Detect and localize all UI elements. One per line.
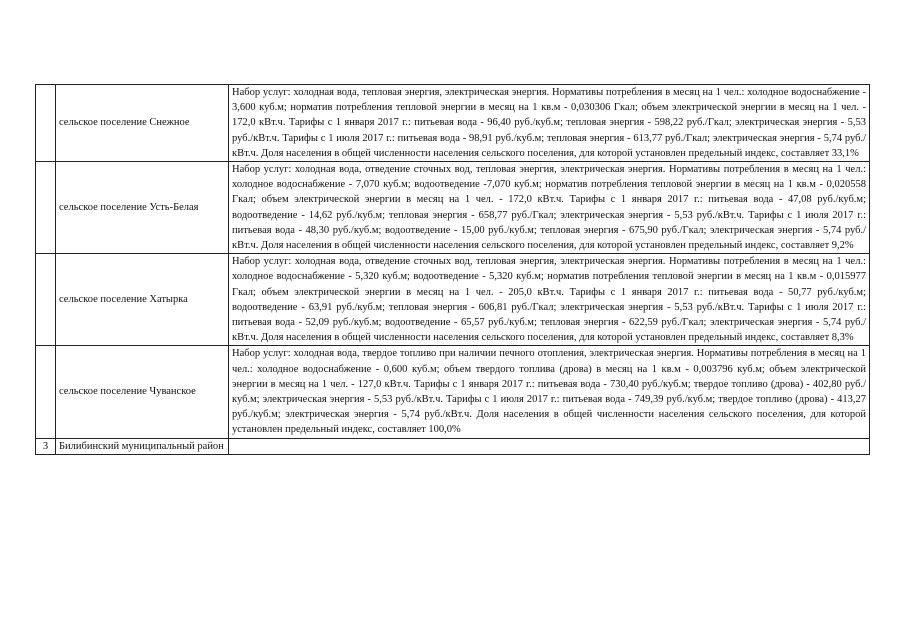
settlement-name: сельское поселение Снежное [56, 85, 229, 162]
table-row [36, 162, 870, 254]
settlement-name: сельское поселение Хатырка [56, 254, 229, 346]
row-number [36, 162, 56, 254]
district-name: Билибинский муниципальный район [56, 438, 229, 454]
table-row [36, 438, 870, 454]
settlement-description: Набор услуг: холодная вода, отведение сточных вод, тепловая энергия, электрическая энергия. Нормативы потребления в месяц на 1 чел.: холодное водоснабжение - 7,070 куб.м; водоотведение -7,070 куб.м; норматив потребления тепловой энергии в месяц на 1 кв.м - 0,020558 Гкал; объем электрической энергии в месяц на 1 чел. - 172,0 кВт.ч. Тарифы с 1 января 2017 г.: питьевая вода - 47,08 руб./куб.м; водоотведение - 14,62 руб./куб.м; тепловая энергия - 658,77 руб./Гкал; электрическая энергия - 5,53 руб./кВт.ч. Тарифы с 1 июля 2017 г.: питьевая вода - 48,30 руб./куб.м; водоотведение - 15,00 руб./куб.м; тепловая энергия - 675,90 руб./Гкал; электрическая энергия - 5,74 руб./кВт.ч. Доля населения в общей численности населения сельского поселения, для которой установлен предельный индекс, составляет 9,2% [229, 162, 870, 254]
row-number [36, 346, 56, 438]
settlement-description: Набор услуг: холодная вода, тепловая энергия, электрическая энергия. Нормативы потребления в месяц на 1 чел.: холодное водоснабжение - 3,600 куб.м; норматив потребления тепловой энергии в месяц на 1 кв.м - 0,030306 Гкал; объем электрической энергии в месяц на 1 чел. - 172,0 кВт.ч. Тарифы с 1 января 2017 г.: питьевая вода - 96,40 руб./куб.м; тепловая энергия - 598,22 руб./Гкал; электрическая энергия - 5,53 руб./кВт.ч. Тарифы с 1 июля 2017 г.: питьевая вода - 98,91 руб./куб.м; тепловая энергия - 613,77 руб./Гкал; электрическая энергия - 5,74 руб./кВт.ч. Доля населения в общей численности населения сельского поселения, для которой установлен предельный индекс, составляет 33,1% [229, 85, 870, 162]
settlement-name: сельское поселение Усть-Белая [56, 162, 229, 254]
table-row [36, 254, 870, 346]
table-row [36, 346, 870, 438]
row-number [36, 85, 56, 162]
settlement-description: Набор услуг: холодная вода, отведение сточных вод, тепловая энергия, электрическая энергия. Нормативы потребления в месяц на 1 чел.: холодное водоснабжение - 5,320 куб.м; водоотведение - 5,320 куб.м; норматив потребления тепловой энергии в месяц на 1 кв.м - 0,015977 Гкал; объем электрической энергии в месяц на 1 чел. - 205,0 кВт.ч. Тарифы с 1 января 2017 г.: питьевая вода - 50,77 руб./куб.м; водоотведение - 63,91 руб./куб.м; тепловая энергия - 606,81 руб./Гкал; электрическая энергия - 5,53 руб./кВт.ч. Тарифы с 1 июля 2017 г.: питьевая вода - 52,09 руб./куб.м; водоотведение - 65,57 руб./куб.м; тепловая энергия - 622,59 руб./Гкал; электрическая энергия - 5,74 руб./кВт.ч. Доля населения в общей численности населения сельского поселения, для которой установлен предельный индекс, составляет 8,3% [229, 254, 870, 346]
row-number: 3 [36, 438, 56, 454]
district-description [229, 438, 870, 454]
settlement-description: Набор услуг: холодная вода, твердое топливо при наличии печного отопления, электрическая энергия. Нормативы потребления в месяц на 1 чел.: холодное водоснабжение - 0,600 куб.м; объем твердого топлива (дрова) в месяц на 1 кв.м - 0,003796 куб.м; объем электрической энергии в месяц на 1 чел. - 127,0 кВт.ч. Тарифы с 1 января 2017 г.: питьевая вода - 730,40 руб./куб.м; твердое топливо (дрова) - 402,80 руб./куб.м; электрическая энергия - 5,53 руб./кВт.ч. Тарифы с 1 июля 2017 г.: питьевая вода - 749,39 руб./куб.м; твердое топливо (дрова) - 413,27 руб./куб.м; электрическая энергия - 5,74 руб./кВт.ч. Доля населения в общей численности населения сельского поселения, для которой установлен предельный индекс, составляет 100,0% [229, 346, 870, 438]
document-table [35, 84, 870, 455]
table-row [36, 85, 870, 162]
row-number [36, 254, 56, 346]
settlement-name: сельское поселение Чуванское [56, 346, 229, 438]
